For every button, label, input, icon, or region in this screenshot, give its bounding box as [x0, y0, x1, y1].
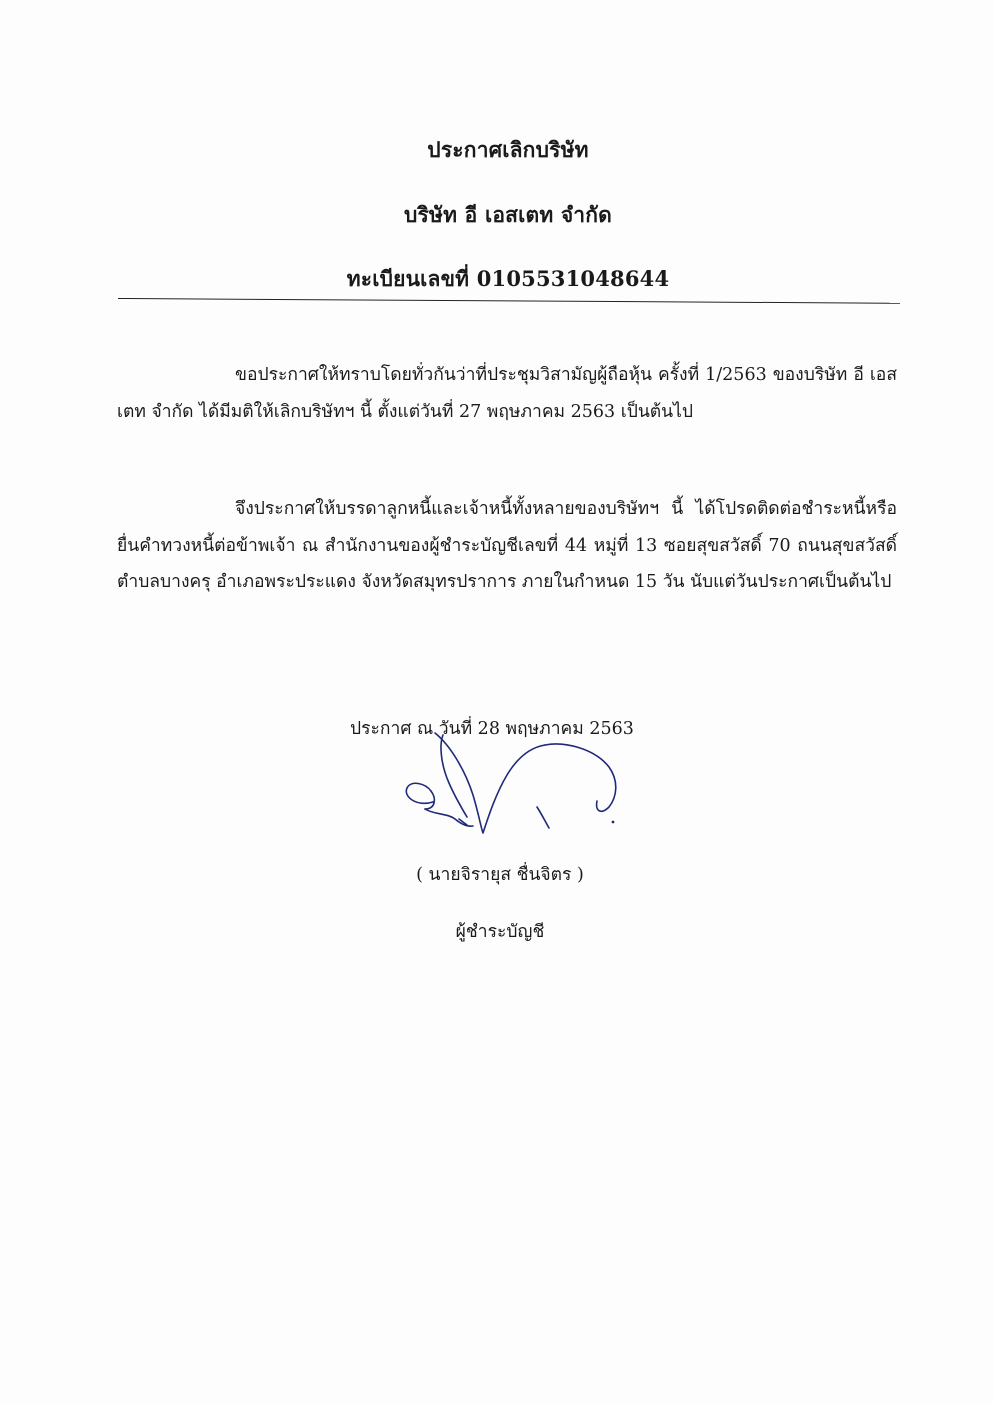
announcement-date: ประกาศ ณ วันที่ 28 พฤษภาคม 2563: [350, 719, 634, 739]
registration-number: ทะเบียนเลขที่ 0105531048644: [346, 266, 670, 291]
signer-title: ผู้ชำระบัญชี: [455, 922, 545, 942]
signer-name: ( นายจิรายุส ชื่นจิตร ): [416, 865, 584, 885]
announcement-title: ประกาศเลิกบริษัท: [427, 137, 589, 162]
handwritten-signature: [395, 725, 635, 840]
paragraph-dissolution-text: ขอประกาศให้ทราบโดยทั่วกันว่าที่ประชุมวิสามัญผู้ถือหุ้น ครั้งที่ 1/2563 ของบริษัท อี เอสเตท จำกัด ได้มีมติให้เลิกบริษัทฯ นี้ ตั้งแต่วันที่ 27 พฤษภาคม 2563 เป็นต้นไป: [117, 365, 897, 422]
paragraph-creditors-text: จึงประกาศให้บรรดาลูกหนี้และเจ้าหนี้ทั้งหลายของบริษัทฯ นี้ ได้โปรดติดต่อชำระหนี้หรือยื่นคำทวงหนี้ต่อข้าพเจ้า ณ สำนักงานของผู้ชำระบัญชีเลขที่ 44 หมู่ที่ 13 ซอยสุขสวัสดิ์ 70 ถนนสุขสวัสดิ์ ตำบลบางครุ อำเภอพระประแดง จังหวัดสมุทรปราการ ภายในกำหนด 15 วัน นับแต่วันประกาศเป็นต้นไป: [117, 499, 897, 592]
company-name: บริษัท อี เอสเตท จำกัด: [404, 202, 612, 227]
paragraph-creditors: [117, 491, 897, 601]
header-divider: [118, 298, 900, 304]
paragraph-dissolution: [117, 357, 897, 430]
